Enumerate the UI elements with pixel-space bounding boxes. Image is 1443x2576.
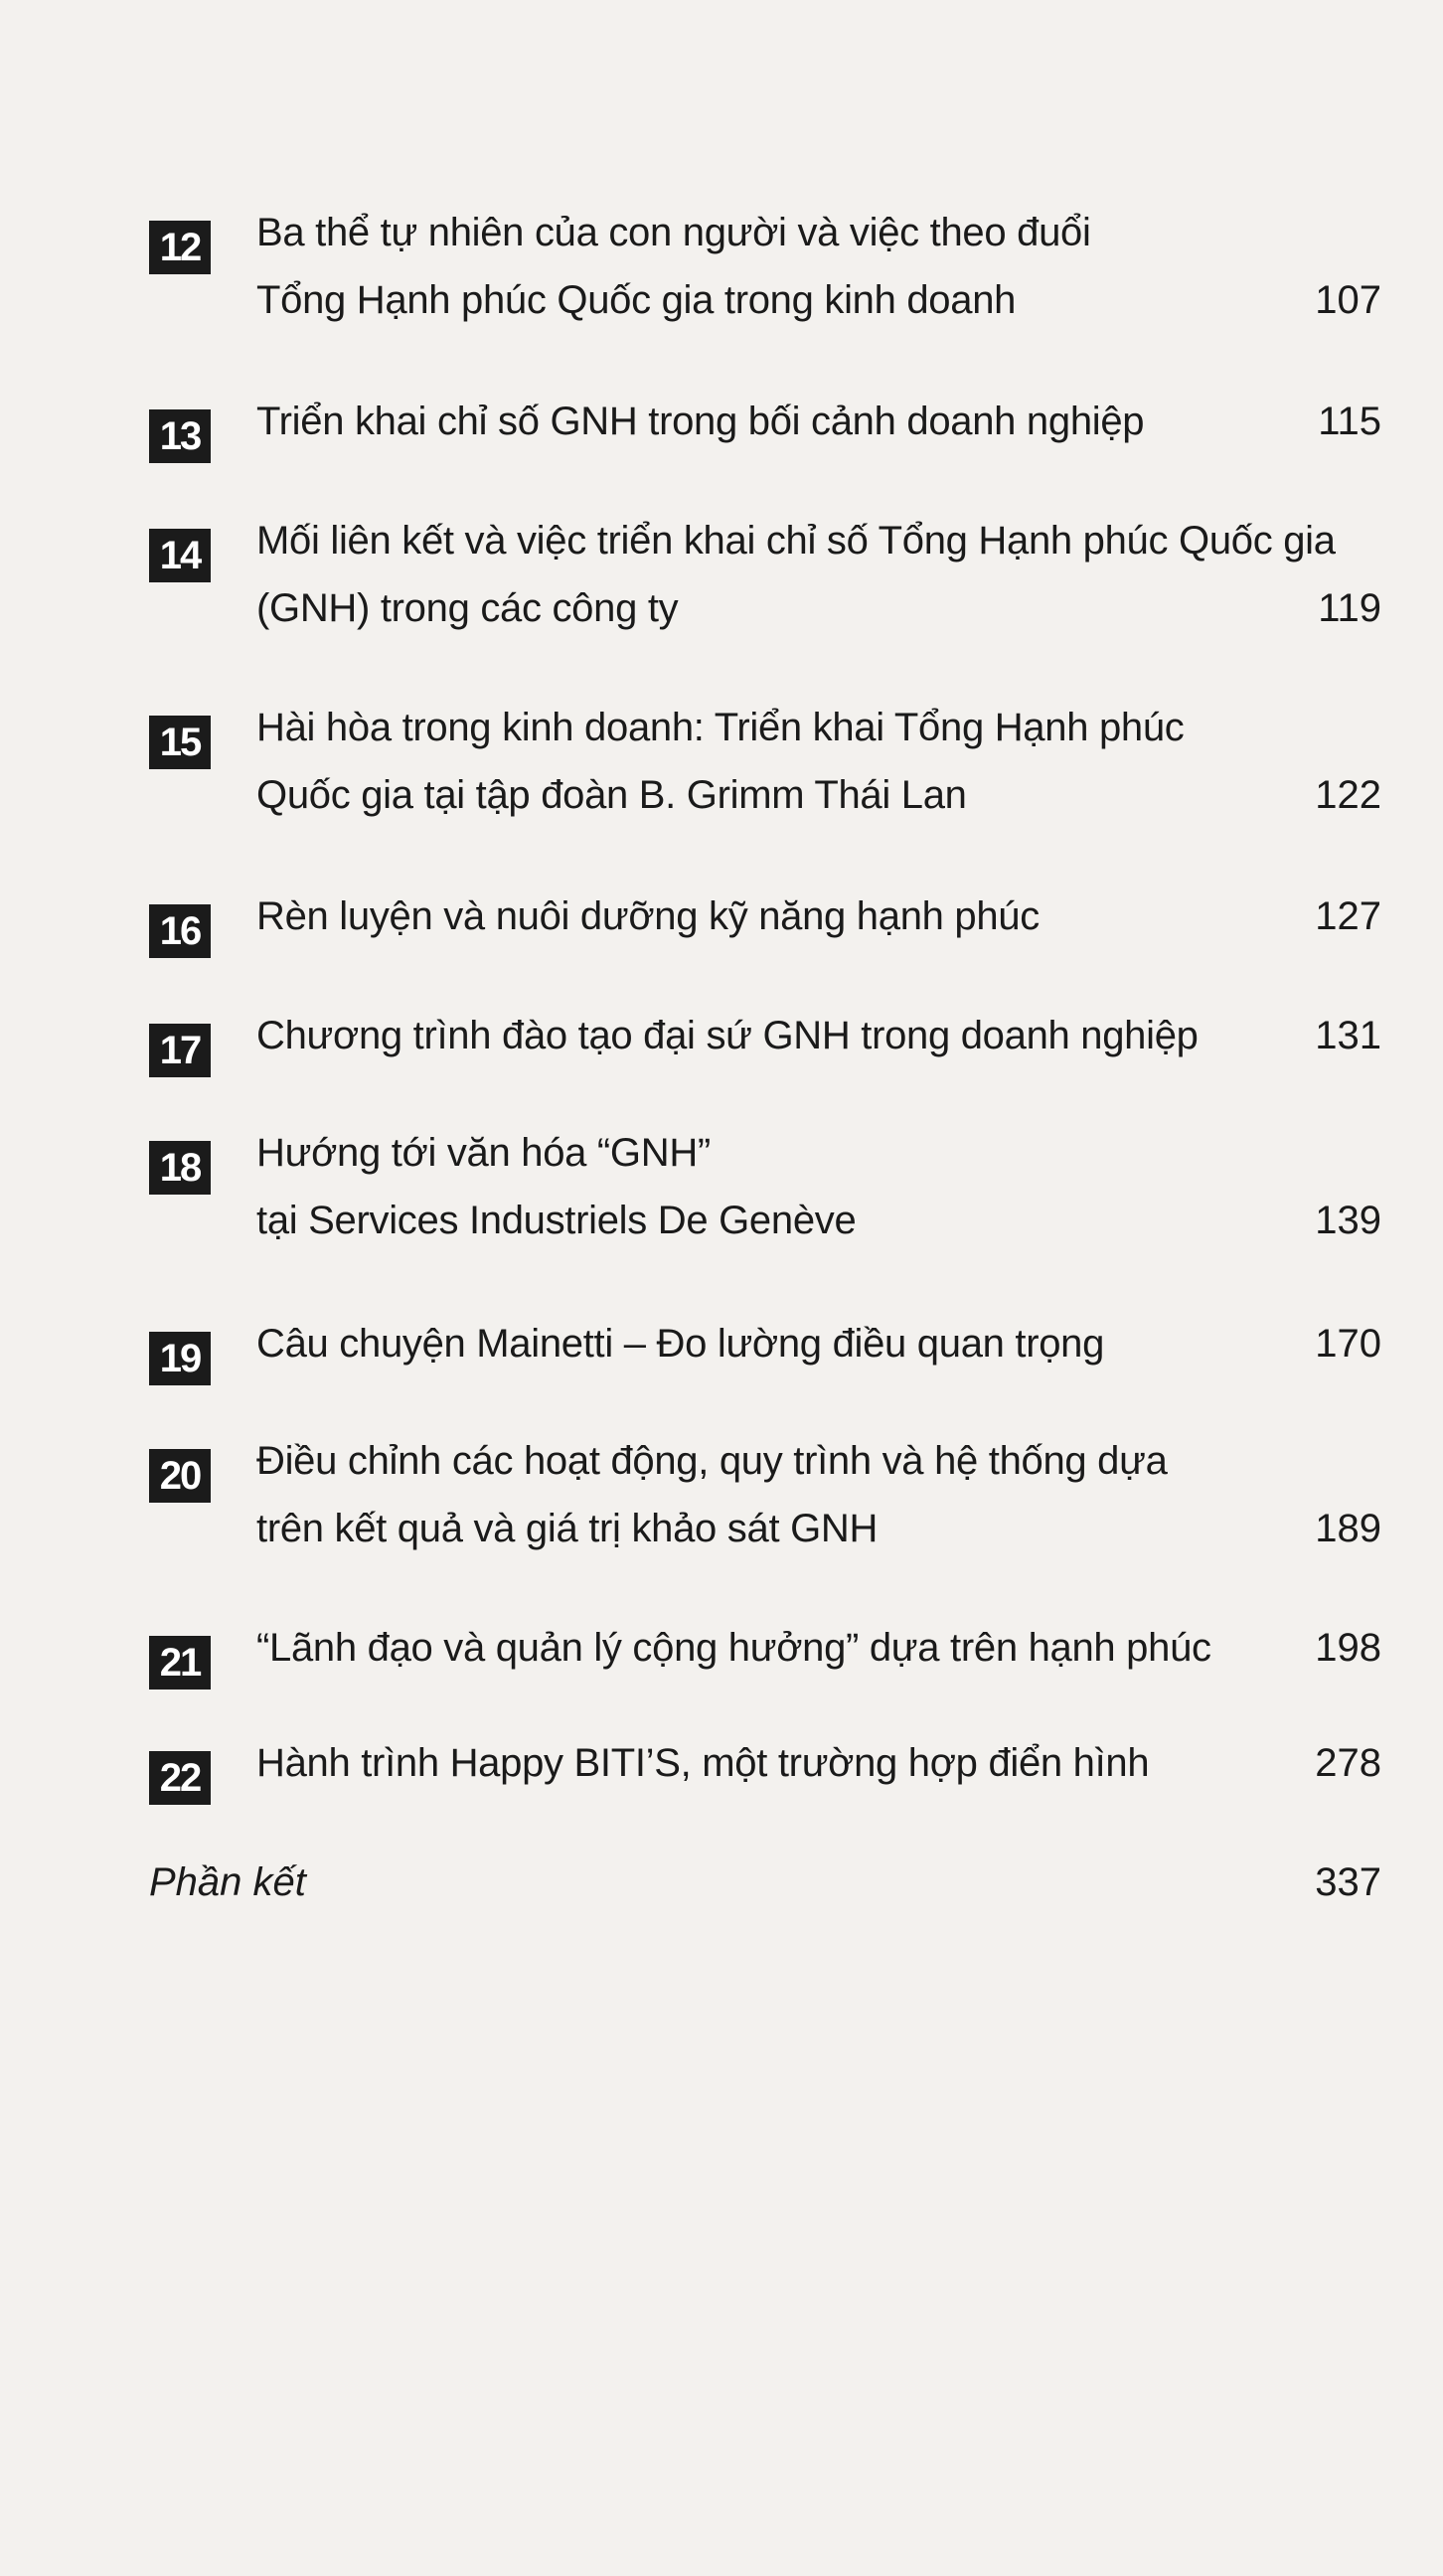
chapter-number: 17	[149, 1024, 211, 1077]
chapter-number: 15	[149, 716, 211, 769]
chapter-title-line: Rèn luyện và nuôi dưỡng kỹ năng hạnh phúc	[256, 894, 1040, 938]
chapter-title-line: Hướng tới văn hóa “GNH”	[256, 1131, 711, 1175]
chapter-title-line: Điều chỉnh các hoạt động, quy trình và hệ thống dựa	[256, 1439, 1168, 1483]
page-number: 170	[1315, 1322, 1381, 1366]
page-number: 198	[1315, 1626, 1381, 1670]
page-number: 337	[1315, 1860, 1381, 1904]
chapter-title-line: (GNH) trong các công ty	[256, 586, 679, 630]
chapter-title-line: Câu chuyện Mainetti – Đo lường điều quan trọng	[256, 1322, 1105, 1366]
chapter-number: 20	[149, 1449, 211, 1503]
page-number: 107	[1315, 278, 1381, 322]
page-number: 139	[1315, 1199, 1381, 1242]
chapter-title-line: Tổng Hạnh phúc Quốc gia trong kinh doanh	[256, 278, 1017, 322]
chapter-title-line: Hành trình Happy BITI’S, một trường hợp điển hình	[256, 1741, 1150, 1785]
chapter-number: 18	[149, 1141, 211, 1195]
chapter-number: 13	[149, 409, 211, 463]
chapter-number: 21	[149, 1636, 211, 1690]
page-number: 189	[1315, 1507, 1381, 1550]
chapter-number: 19	[149, 1332, 211, 1385]
page-number: 115	[1318, 400, 1381, 443]
chapter-title-line: tại Services Industriels De Genève	[256, 1199, 857, 1242]
chapter-title-line: Mối liên kết và việc triển khai chỉ số Tổng Hạnh phúc Quốc gia	[256, 519, 1336, 563]
chapter-title-line: “Lãnh đạo và quản lý cộng hưởng” dựa trên hạnh phúc	[256, 1626, 1211, 1670]
page-number: 119	[1318, 586, 1381, 630]
page-number: 127	[1315, 894, 1381, 938]
chapter-number: 12	[149, 221, 211, 274]
page-number: 278	[1315, 1741, 1381, 1785]
outro-title: Phần kết	[149, 1860, 306, 1904]
chapter-title-line: Triển khai chỉ số GNH trong bối cảnh doanh nghiệp	[256, 400, 1145, 443]
page-number: 122	[1315, 773, 1381, 817]
chapter-number: 22	[149, 1751, 211, 1805]
chapter-title-line: Hài hòa trong kinh doanh: Triển khai Tổng Hạnh phúc	[256, 706, 1185, 749]
chapter-title-line: Quốc gia tại tập đoàn B. Grimm Thái Lan	[256, 773, 967, 817]
chapter-number: 14	[149, 529, 211, 582]
chapter-title-line: Ba thể tự nhiên của con người và việc theo đuổi	[256, 211, 1091, 254]
chapter-number: 16	[149, 904, 211, 958]
chapter-title-line: Chương trình đào tạo đại sứ GNH trong doanh nghiệp	[256, 1014, 1199, 1057]
chapter-title-line: trên kết quả và giá trị khảo sát GNH	[256, 1507, 879, 1550]
page-number: 131	[1315, 1014, 1381, 1057]
